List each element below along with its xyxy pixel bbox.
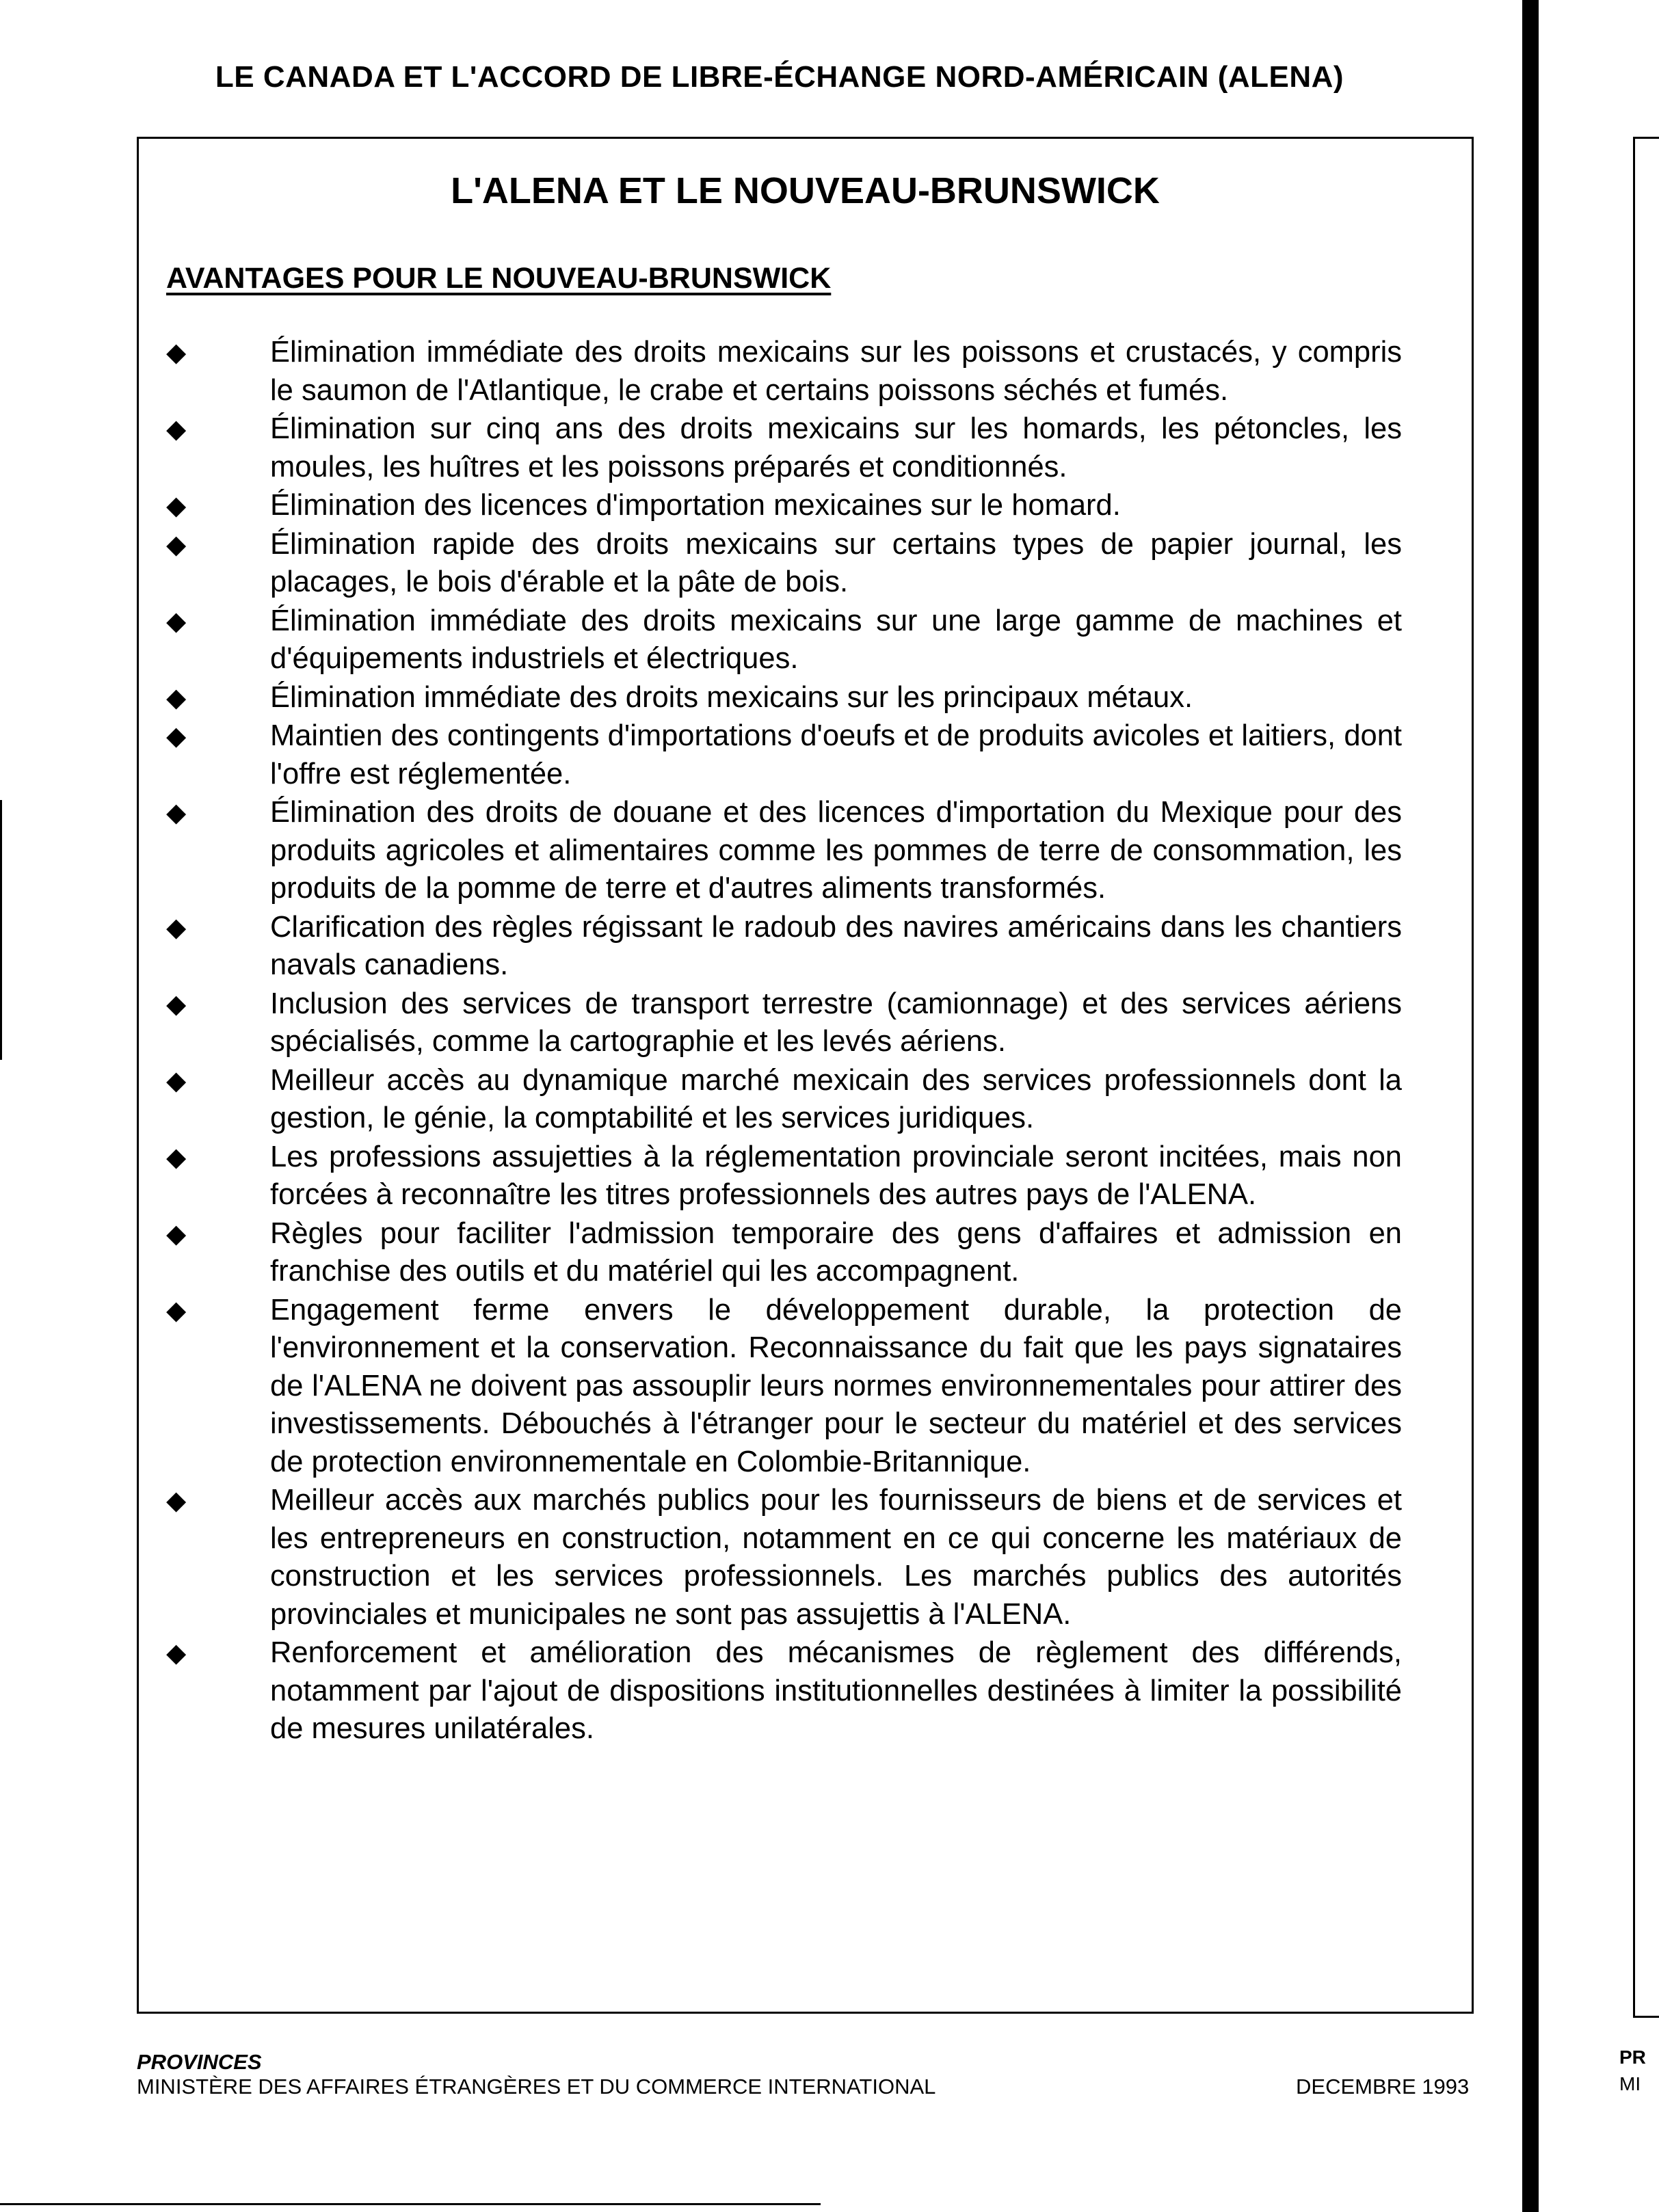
adjacent-page-label-1: PR <box>1619 2047 1646 2068</box>
list-item-text: Élimination immédiate des droits mexicains sur une large gamme de machines et d'équipements industriels et électriques. <box>270 604 1402 675</box>
list-item-text: Renforcement et amélioration des mécanismes de règlement des différends, notamment par l'ajout de dispositions institutionnelles destinées à limiter la possibilité de mesures unilatérales. <box>270 1636 1402 1745</box>
list-item <box>139 909 1402 985</box>
section-heading: AVANTAGES POUR LE NOUVEAU-BRUNSWICK <box>166 262 832 295</box>
diamond-bullet-icon: ◆ <box>166 607 187 636</box>
footer-category: PROVINCES <box>137 2050 262 2074</box>
list-item <box>139 717 1402 793</box>
diamond-bullet-icon: ◆ <box>166 722 187 751</box>
scan-bottom-line <box>0 2203 821 2205</box>
list-item-text: Maintien des contingents d'importations d'oeufs et de produits avicoles et laitiers, dont l'offre est réglementée. <box>270 719 1402 790</box>
footer-date: DECEMBRE 1993 <box>1296 2075 1470 2098</box>
scan-left-mark <box>0 800 2 1060</box>
diamond-bullet-icon: ◆ <box>166 338 187 367</box>
diamond-bullet-icon: ◆ <box>166 1143 187 1172</box>
list-item <box>139 794 1402 908</box>
list-item <box>139 1634 1402 1748</box>
list-item-text: Meilleur accès aux marchés publics pour les fournisseurs de biens et de services et les entrepreneurs en construction, notamment en ce qui concerne les matériaux de construction et les services professionnels. Les marchés publics des autorités provinciales et municipales ne sont pas assujettis à l'ALENA. <box>270 1484 1402 1631</box>
list-item-text: Élimination sur cinq ans des droits mexicains sur les homards, les pétoncles, les moules, les huîtres et les poissons préparés et conditionnés. <box>270 412 1402 483</box>
list-item <box>139 602 1402 678</box>
list-item-text: Élimination des licences d'importation mexicaines sur le homard. <box>270 489 1121 522</box>
list-item <box>139 1482 1402 1634</box>
list-item-text: Clarification des règles régissant le radoub des navires américains dans les chantiers navals canadiens. <box>270 910 1402 981</box>
list-item <box>139 334 1402 410</box>
list-item-text: Élimination rapide des droits mexicains sur certains types de papier journal, les placages, le bois d'érable et la pâte de bois. <box>270 527 1402 598</box>
list-item <box>139 1062 1402 1138</box>
list-item <box>139 526 1402 602</box>
diamond-bullet-icon: ◆ <box>166 989 187 1019</box>
scan-edge-bar <box>1522 0 1539 2212</box>
list-item-text: Élimination immédiate des droits mexicains sur les principaux métaux. <box>270 680 1193 714</box>
diamond-bullet-icon: ◆ <box>166 1487 187 1515</box>
diamond-bullet-icon: ◆ <box>166 1066 187 1095</box>
list-item <box>139 679 1402 717</box>
list-item <box>139 1215 1402 1291</box>
diamond-bullet-icon: ◆ <box>166 799 187 827</box>
list-item <box>139 1138 1402 1214</box>
list-item-text: Meilleur accès au dynamique marché mexicain des services professionnels dont la gestion, le génie, la comptabilité et les services juridiques. <box>270 1063 1402 1134</box>
list-item-text: Élimination des droits de douane et des licences d'importation du Mexique pour des produits agricoles et alimentaires comme les pommes de terre de consommation, les produits de la pomme de terre et d'autres aliments transformés. <box>270 796 1402 905</box>
list-item <box>139 1292 1402 1482</box>
diamond-bullet-icon: ◆ <box>166 492 187 520</box>
footer-ministry: MINISTÈRE DES AFFAIRES ÉTRANGÈRES ET DU COMMERCE INTERNATIONAL <box>137 2075 936 2098</box>
diamond-bullet-icon: ◆ <box>166 1296 187 1325</box>
list-item <box>139 487 1402 525</box>
list-item-text: Engagement ferme envers le développement durable, la protection de l'environnement et la conservation. Reconnaissance du fait que les pays signataires de l'ALENA ne doivent pas assouplir leurs normes environnementales pour attirer des investissements. Débouchés à l'étranger pour le secteur du matériel et des services de protection environnementale en Colombie-Britannique. <box>270 1293 1402 1478</box>
diamond-bullet-icon: ◆ <box>166 415 187 444</box>
document-header-title: LE CANADA ET L'ACCORD DE LIBRE-ÉCHANGE NORD-AMÉRICAIN (ALENA) <box>215 60 1344 94</box>
benefits-list <box>139 334 1402 1749</box>
list-item <box>139 985 1402 1061</box>
diamond-bullet-icon: ◆ <box>166 913 187 942</box>
list-item-text: Règles pour faciliter l'admission temporaire des gens d'affaires et admission en franchise des outils et du matériel qui les accompagnent. <box>270 1216 1402 1288</box>
diamond-bullet-icon: ◆ <box>166 530 187 559</box>
content-box <box>137 137 1474 2014</box>
list-item-text: Élimination immédiate des droits mexicains sur les poissons et crustacés, y compris le saumon de l'Atlantique, le crabe et certains poissons séchés et fumés. <box>270 336 1402 407</box>
list-item <box>139 410 1402 486</box>
list-item-text: Les professions assujetties à la réglementation provinciale seront incitées, mais non forcées à reconnaître les titres professionnels des autres pays de l'ALENA. <box>270 1140 1402 1211</box>
diamond-bullet-icon: ◆ <box>166 1219 187 1249</box>
diamond-bullet-icon: ◆ <box>166 683 187 712</box>
adjacent-page-frame <box>1633 137 1659 2018</box>
list-item-text: Inclusion des services de transport terrestre (camionnage) et des services aériens spécialisés, comme la cartographie et les levés aériens. <box>270 987 1402 1058</box>
diamond-bullet-icon: ◆ <box>166 1639 187 1668</box>
adjacent-page-label-2: MI <box>1619 2073 1641 2094</box>
box-title: L'ALENA ET LE NOUVEAU-BRUNSWICK <box>451 170 1160 211</box>
footer-left <box>137 2050 935 2099</box>
